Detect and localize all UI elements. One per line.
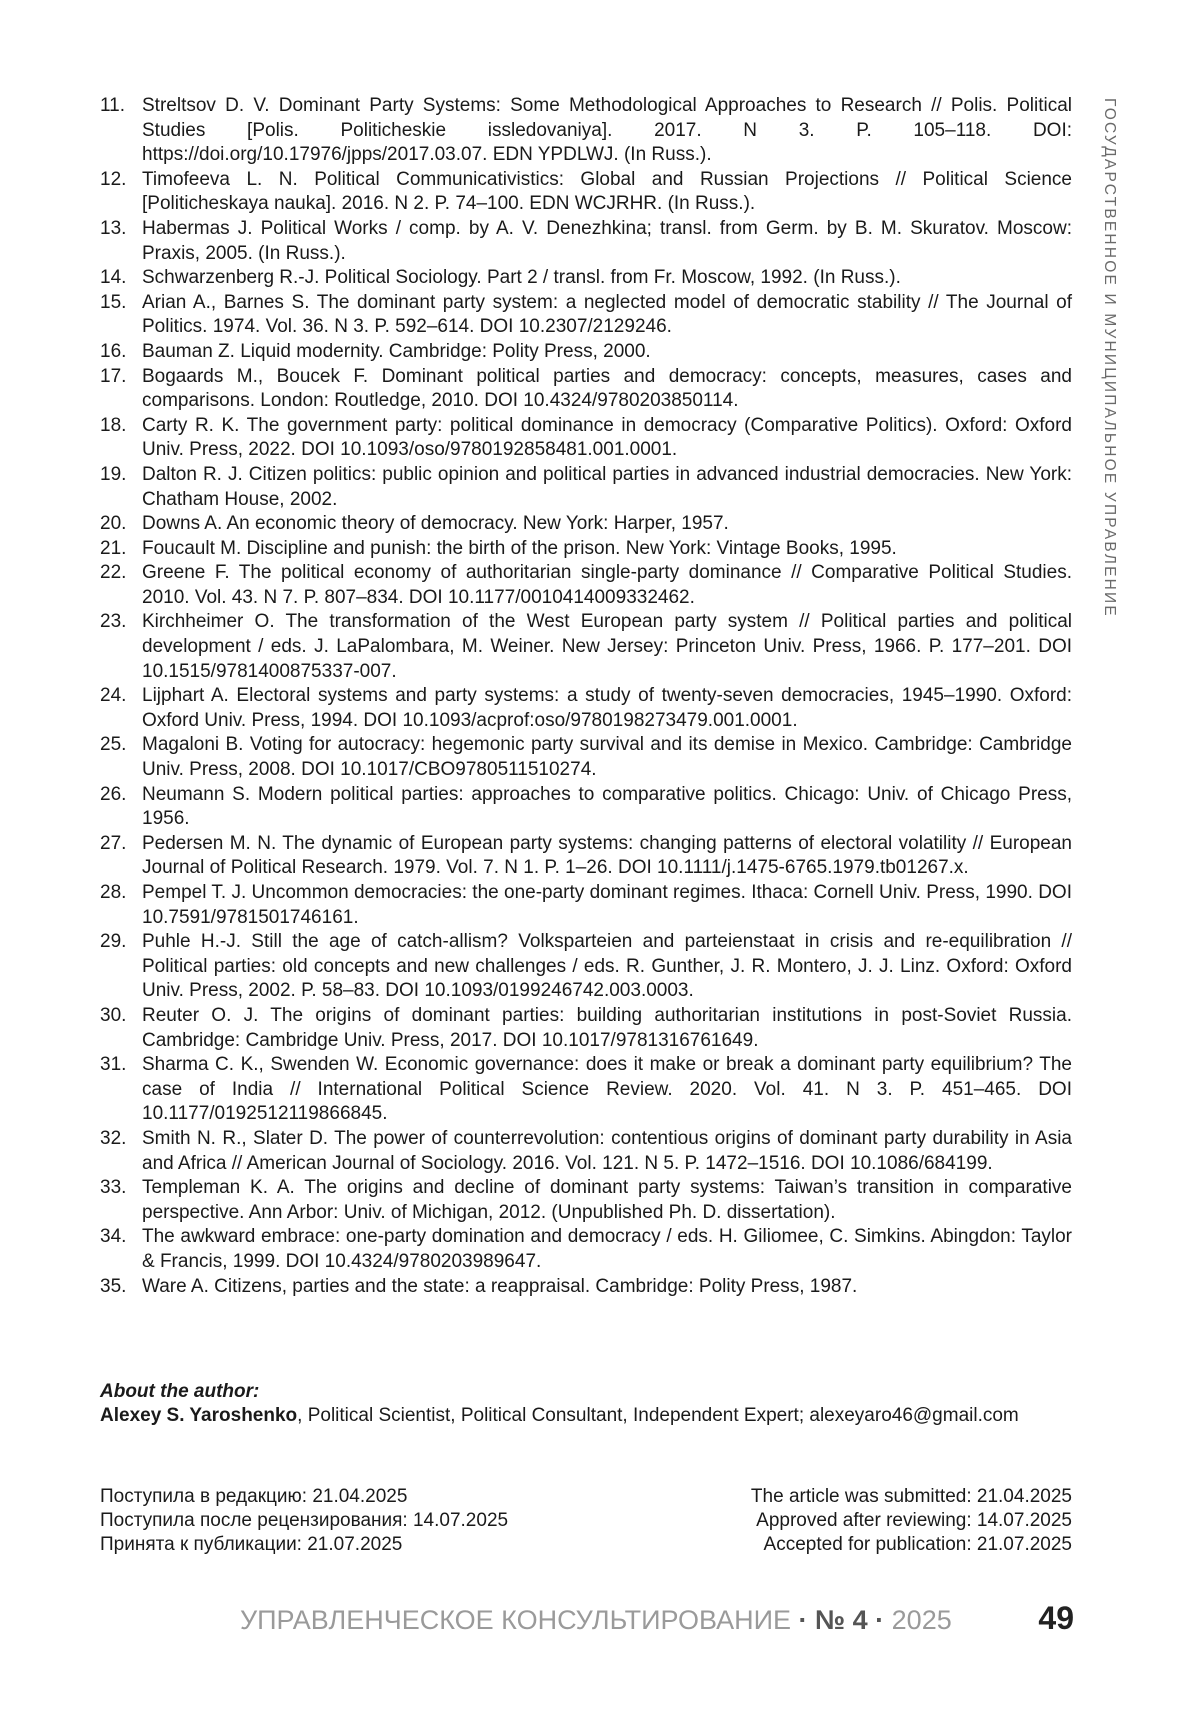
reference-item bbox=[100, 1004, 1072, 1053]
reference-number: 19. bbox=[100, 463, 127, 485]
reference-number: 15. bbox=[100, 291, 127, 313]
reference-number: 28. bbox=[100, 882, 127, 903]
reference-number: 34. bbox=[100, 1226, 127, 1248]
reference-item bbox=[100, 783, 1072, 832]
reference-item bbox=[100, 1176, 1072, 1225]
reference-text: Neumann S. Modern political parties: approaches to comparative politics. Chicago: Univ. of Chicago Press, 1956. bbox=[142, 783, 1072, 830]
author-name: Alexey S. Yaroshenko bbox=[100, 1405, 298, 1426]
reference-item bbox=[100, 733, 1072, 782]
about-author-heading: About the author: bbox=[100, 1381, 260, 1402]
side-section-title: ГОСУДАРСТВЕННОЕ И МУНИЦИПАЛЬНОЕ УПРАВЛЕНИЕ bbox=[1101, 98, 1118, 618]
reference-text: The awkward embrace: one-party domination and democracy / eds. H. Giliomee, C. Simkins. Abingdon: Taylor & Francis, 1999. DOI 10.4324/9780203989647. bbox=[142, 1226, 1072, 1272]
reference-number: 22. bbox=[100, 562, 127, 584]
reference-item bbox=[100, 1275, 1072, 1300]
reference-item bbox=[100, 832, 1072, 881]
reference-list bbox=[100, 94, 1072, 1299]
reference-text: Bauman Z. Liquid modernity. Cambridge: Polity Press, 2000. bbox=[142, 340, 651, 362]
reference-item bbox=[100, 512, 1072, 537]
reference-item bbox=[100, 414, 1072, 463]
reference-text: Kirchheimer O. The transformation of the West European party system // Political parties and political development / eds. J. LaPalombara, M. Weiner. New Jersey: Princeton Univ. Press, 1966. P. 177–201. DOI 10.1515/9781400875337-007. bbox=[142, 611, 1072, 682]
reference-number: 31. bbox=[100, 1054, 127, 1076]
page-number: 49 bbox=[1038, 1600, 1074, 1636]
reference-item bbox=[100, 561, 1072, 610]
reference-text: Bogaards M., Boucek F. Dominant political parties and democracy: concepts, measures, cases and comparisons. London: Routledge, 2010. DOI 10.4324/9780203850114. bbox=[142, 365, 1072, 412]
reference-item bbox=[100, 1053, 1072, 1127]
journal-issue: · № 4 · bbox=[798, 1605, 885, 1635]
reference-text: Smith N. R., Slater D. The power of counterrevolution: contentious origins of dominant party durability in Asia and Africa // American Journal of Sociology. 2016. Vol. 121. N 5. P. 1472–1516. DOI 10.1086/684199. bbox=[142, 1127, 1072, 1174]
reference-text: Reuter O. J. The origins of dominant parties: building authoritarian institutions in post-Soviet Russia. Cambridge: Cambridge Univ. Press, 2017. DOI 10.1017/9781316761649. bbox=[142, 1004, 1072, 1051]
reference-text: Foucault M. Discipline and punish: the birth of the prison. New York: Vintage Books, 1995. bbox=[142, 537, 897, 559]
author-description: , Political Scientist, Political Consultant, Independent Expert; alexeyaro46@gmail.com bbox=[297, 1405, 1019, 1426]
reference-item bbox=[100, 94, 1072, 168]
dates-english bbox=[751, 1485, 1072, 1557]
reference-item bbox=[100, 463, 1072, 512]
reference-item bbox=[100, 340, 1072, 365]
reference-number: 26. bbox=[100, 783, 127, 805]
reference-item bbox=[100, 291, 1072, 340]
reference-item bbox=[100, 537, 1072, 562]
reference-text: Dalton R. J. Citizen politics: public opinion and political parties in advanced industrial democracies. New York: Chatham House, 2002. bbox=[142, 463, 1072, 510]
about-author bbox=[100, 1380, 1072, 1428]
reference-text: Arian A., Barnes S. The dominant party system: a neglected model of democratic stability // The Journal of Politics. 1974. Vol. 36. N 3. P. 592–614. DOI 10.2307/2129246. bbox=[142, 291, 1072, 338]
reference-number: 35. bbox=[100, 1275, 127, 1297]
reference-text: Ware A. Citizens, parties and the state: a reappraisal. Cambridge: Polity Press, 1987. bbox=[142, 1275, 858, 1297]
reference-text: Carty R. K. The government party: political dominance in democracy (Comparative Politics). Oxford: Oxford Univ. Press, 2022. DOI 10.1093/oso/9780192858481.001.0001. bbox=[142, 414, 1072, 461]
reference-number: 11. bbox=[100, 95, 126, 116]
reference-number: 18. bbox=[100, 414, 127, 436]
date-reviewed-ru: Поступила после рецензирования: 14.07.2025 bbox=[100, 1510, 509, 1531]
reference-number: 29. bbox=[100, 931, 127, 953]
reference-number: 12. bbox=[100, 168, 127, 190]
reference-text: Timofeeva L. N. Political Communicativistics: Global and Russian Projections // Political Science [Politicheskaya nauka]. 2016. N 2. P. 74–100. EDN WCJRHR. (In Russ.). bbox=[142, 168, 1072, 215]
reference-text: Pempel T. J. Uncommon democracies: the one-party dominant regimes. Ithaca: Cornell Univ. Press, 1990. DOI 10.7591/9781501746161. bbox=[142, 882, 1072, 928]
reference-number: 33. bbox=[100, 1177, 127, 1199]
journal-title: УПРАВЛЕНЧЕСКОЕ КОНСУЛЬТИРОВАНИЕ bbox=[240, 1605, 792, 1635]
reference-number: 16. bbox=[100, 340, 127, 362]
reference-text: Lijphart A. Electoral systems and party systems: a study of twenty-seven democracies, 1945–1990. Oxford: Oxford Univ. Press, 1994. DOI 10.1093/acprof:oso/9780198273479.001.0001. bbox=[142, 685, 1072, 731]
about-author-body bbox=[100, 1404, 1072, 1428]
dates-russian bbox=[100, 1485, 508, 1557]
article-dates bbox=[100, 1485, 1072, 1557]
reference-item bbox=[100, 168, 1072, 217]
reference-item bbox=[100, 930, 1072, 1004]
reference-number: 25. bbox=[100, 734, 127, 756]
reference-text: Greene F. The political economy of authoritarian single-party dominance // Comparative Political Studies. 2010. Vol. 43. N 7. P. 807–834. DOI 10.1177/0010414009332462. bbox=[142, 562, 1072, 608]
date-submitted-en: The article was submitted: 21.04.2025 bbox=[750, 1486, 1072, 1507]
reference-text: Templeman K. A. The origins and decline of dominant party systems: Taiwan’s transition in comparative perspective. Ann Arbor: Univ. of Michigan, 2012. (Unpublished Ph. D. dissertation). bbox=[142, 1177, 1072, 1223]
date-accepted-ru: Принята к публикации: 21.07.2025 bbox=[100, 1534, 403, 1555]
reference-number: 27. bbox=[100, 832, 127, 854]
reference-item bbox=[100, 684, 1072, 733]
reference-text: Downs A. An economic theory of democracy. New York: Harper, 1957. bbox=[142, 513, 729, 535]
reference-number: 21. bbox=[100, 537, 127, 559]
date-accepted-en: Accepted for publication: 21.07.2025 bbox=[763, 1534, 1072, 1555]
reference-text: Streltsov D. V. Dominant Party Systems: Some Methodological Approaches to Research // Polis. Political Studies [Polis. Politicheskie issledovaniya]. 2017. N 3. P. 105–118. DOI: https://doi.org/10.17976/jpps/2017.03.07. EDN YPDLWJ. (In Russ.). bbox=[142, 95, 1072, 166]
reference-number: 24. bbox=[100, 685, 127, 707]
reference-number: 32. bbox=[100, 1127, 127, 1149]
reference-text: Pedersen M. N. The dynamic of European party systems: changing patterns of electoral volatility // European Journal of Political Research. 1979. Vol. 7. N 1. P. 1–26. DOI 10.1111/j.1475-6765.1979.tb01267.x. bbox=[142, 832, 1072, 879]
reference-item bbox=[100, 1225, 1072, 1274]
reference-number: 20. bbox=[100, 513, 127, 535]
reference-text: Puhle H.-J. Still the age of catch-allism? Volksparteien and parteienstaat in crisis and re-equilibration // Political parties: old concepts and new challenges / eds. R. Gunther, J. R. Montero, J. J. Linz. Oxford: Oxford Univ. Press, 2002. P. 58–83. DOI 10.1093/0199246742.003.0003. bbox=[142, 931, 1072, 1002]
reference-item bbox=[100, 1127, 1072, 1176]
reference-item bbox=[100, 881, 1072, 930]
journal-year: 2025 bbox=[891, 1605, 952, 1635]
date-submitted-ru: Поступила в редакцию: 21.04.2025 bbox=[100, 1486, 408, 1507]
reference-number: 13. bbox=[100, 217, 127, 239]
reference-item bbox=[100, 266, 1072, 291]
reference-number: 30. bbox=[100, 1004, 127, 1026]
reference-item bbox=[100, 610, 1072, 684]
reference-number: 17. bbox=[100, 365, 127, 387]
reference-text: Schwarzenberg R.-J. Political Sociology. Part 2 / transl. from Fr. Moscow, 1992. (In Russ.). bbox=[142, 267, 901, 289]
journal-footer bbox=[240, 1602, 952, 1638]
reference-item bbox=[100, 217, 1072, 266]
reference-text: Sharma C. K., Swenden W. Economic governance: does it make or break a dominant party equilibrium? The case of India // International Political Science Review. 2020. Vol. 41. N 3. P. 451–465. DOI 10.1177/0192512119866845. bbox=[142, 1054, 1072, 1125]
reference-number: 23. bbox=[100, 611, 127, 633]
reference-item bbox=[100, 365, 1072, 414]
reference-text: Habermas J. Political Works / comp. by A. V. Denezhkina; transl. from Germ. by B. M. Skuratov. Moscow: Praxis, 2005. (In Russ.). bbox=[142, 217, 1072, 264]
reference-text: Magaloni B. Voting for autocracy: hegemonic party survival and its demise in Mexico. Cambridge: Cambridge Univ. Press, 2008. DOI 10.1017/CBO9780511510274. bbox=[142, 734, 1072, 781]
reference-number: 14. bbox=[100, 267, 127, 289]
date-reviewed-en: Approved after reviewing: 14.07.2025 bbox=[756, 1510, 1072, 1531]
